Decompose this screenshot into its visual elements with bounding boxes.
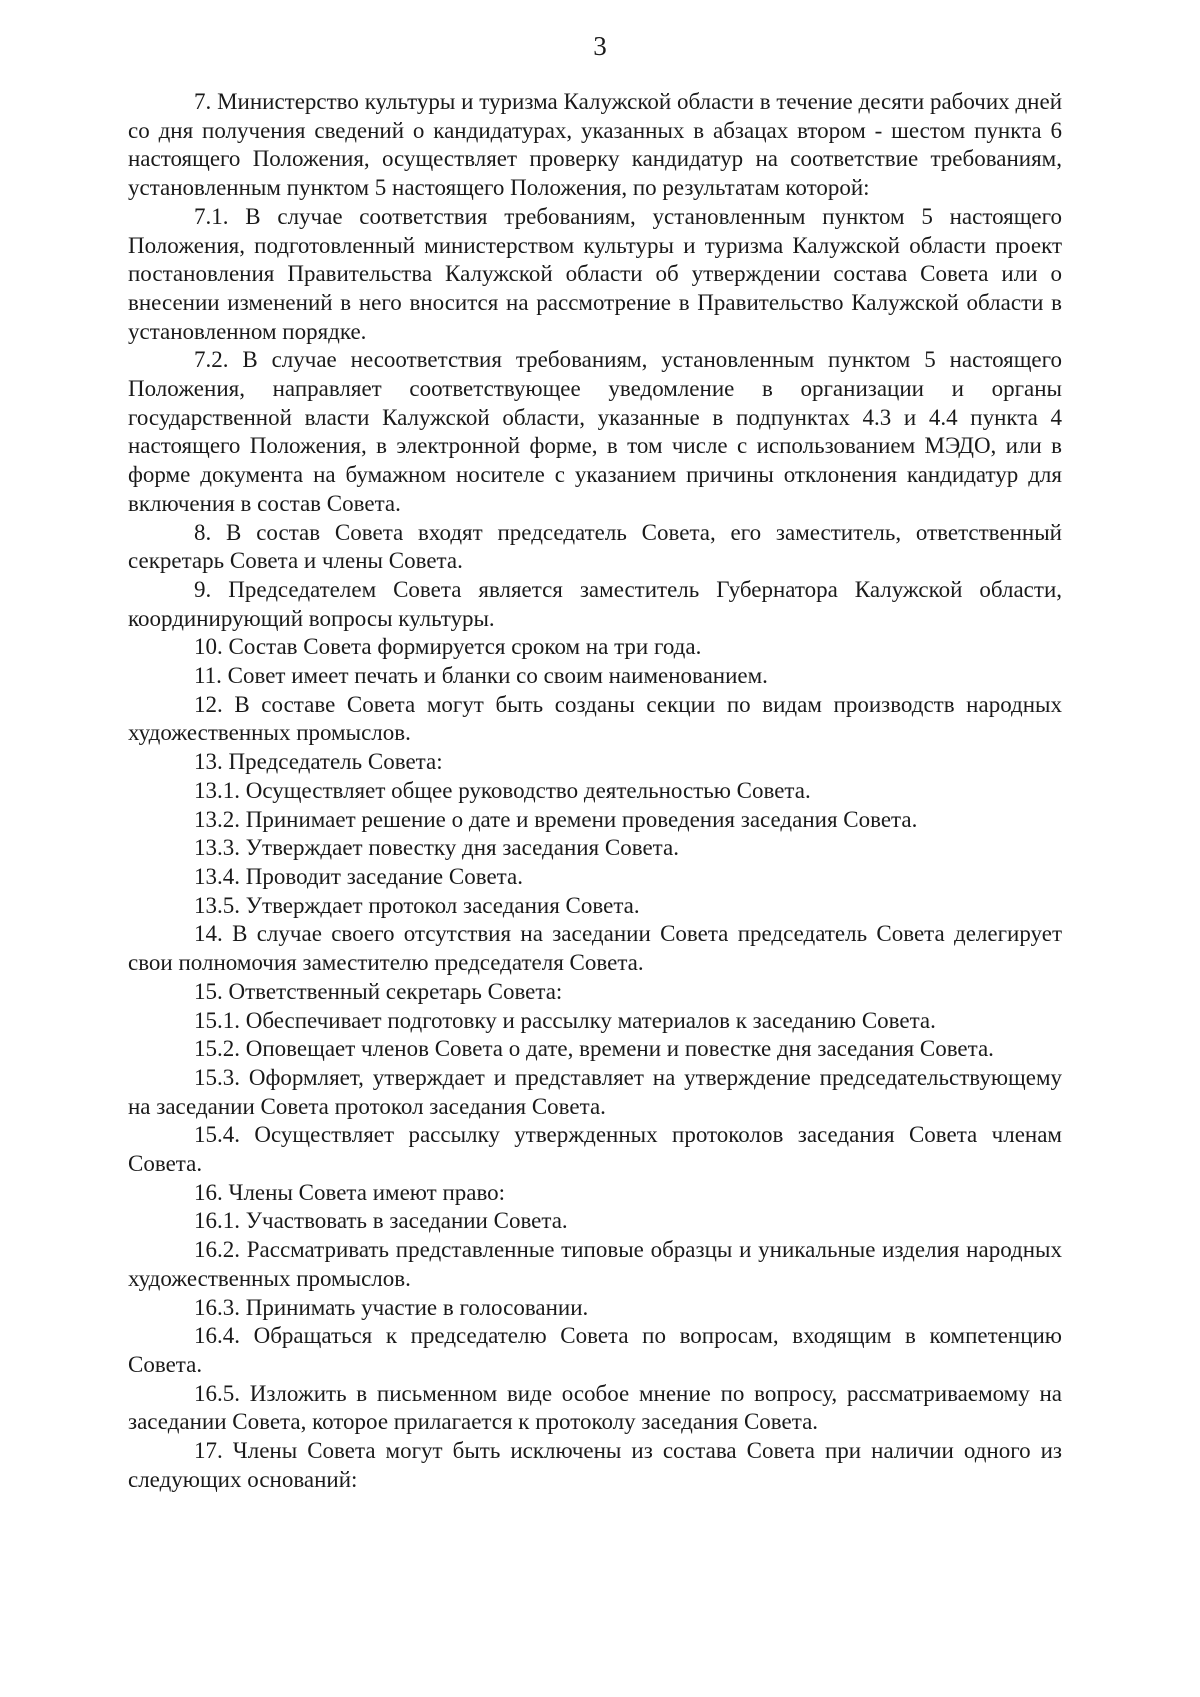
paragraph-16-4: 16.4. Обращаться к председателю Совета по вопросам, входящим в компетенцию Совета. (128, 1323, 1062, 1377)
paragraph-11: 11. Совет имеет печать и бланки со своим наименованием. (194, 663, 768, 689)
paragraph-10: 10. Состав Совета формируется сроком на три года. (194, 634, 702, 660)
paragraph-16-3: 16.3. Принимать участие в голосовании. (194, 1294, 589, 1320)
paragraph-16-5: 16.5. Изложить в письменном виде особое мнение по вопросу, рассматриваемому на заседании Совета, которое прилагается к протоколу заседания Совета. (128, 1380, 1062, 1435)
paragraph-15-4: 15.4. Осуществляет рассылку утвержденных протоколов заседания Совета членам Совета. (128, 1122, 1062, 1177)
paragraph-7-2: 7.2. В случае несоответствия требованиям, установленным пунктом 5 настоящего Положения, направляет соответствующее уведомление в организации и органы государственной власти Калужской области, указанные в подпунктах 4.3 и 4.4 пункта 4 настоящего Положения, в электронной форме, в том числе с использованием МЭДО, или в форме документа на бумажном носителе с указанием причины отклонения кандидатур для включения в состав Совета. (128, 347, 1062, 516)
paragraph-13-5: 13.5. Утверждает протокол заседания Совета. (194, 892, 640, 918)
paragraph-15-1: 15.1. Обеспечивает подготовку и рассылку материалов к заседанию Совета. (194, 1007, 936, 1033)
paragraph-15-3: 15.3. Оформляет, утверждает и представляет на утверждение председательствующему на заседании Совета протокол заседания Совета. (128, 1064, 1062, 1119)
paragraph-8: 8. В состав Совета входят председатель Совета, его заместитель, ответственный секретарь Совета и члены Совета. (128, 519, 1062, 574)
paragraph-9: 9. Председателем Совета является заместитель Губернатора Калужской области, координирующий вопросы культуры. (128, 576, 1062, 631)
paragraph-16: 16. Члены Совета имеют право: (194, 1179, 506, 1205)
paragraph-15-2: 15.2. Оповещает членов Совета о дате, времени и повестке дня заседания Совета. (194, 1036, 994, 1062)
paragraph-13: 13. Председатель Совета: (194, 749, 443, 775)
document-body (128, 88, 1062, 1494)
paragraph-16-2: 16.2. Рассматривать представленные типовые образцы и уникальные изделия народных художественных промыслов. (128, 1237, 1062, 1291)
paragraph-7-1: 7.1. В случае соответствия требованиям, установленным пунктом 5 настоящего Положения, подготовленный министерством культуры и туризма Калужской области проект постановления Правительства Калужской области об утверждении состава Совета или о внесении изменений в него вносится на рассмотрение в Правительство Калужской области в установленном порядке. (128, 203, 1062, 344)
paragraph-14: 14. В случае своего отсутствия на заседании Совета председатель Совета делегирует свои полномочия заместителю председателя Совета. (128, 921, 1062, 976)
paragraph-12: 12. В составе Совета могут быть созданы секции по видам производств народных художественных промыслов. (128, 691, 1062, 746)
paragraph-16-1: 16.1. Участвовать в заседании Совета. (194, 1208, 568, 1234)
paragraph-13-3: 13.3. Утверждает повестку дня заседания Совета. (194, 835, 679, 861)
paragraph-13-4: 13.4. Проводит заседание Совета. (194, 863, 523, 889)
page-number: 3 (593, 31, 607, 61)
paragraph-15: 15. Ответственный секретарь Совета: (194, 978, 563, 1004)
paragraph-13-1: 13.1. Осуществляет общее руководство деятельностью Совета. (194, 777, 811, 803)
paragraph-7: 7. Министерство культуры и туризма Калужской области в течение десяти рабочих дней со дня получения сведений о кандидатурах, указанных в абзацах втором - шестом пункта 6 настоящего Положения, осуществляет проверку кандидатур на соответствие требованиям, установленным пунктом 5 настоящего Положения, по результатам которой: (128, 89, 1062, 201)
paragraph-13-2: 13.2. Принимает решение о дате и времени проведения заседания Совета. (194, 806, 918, 832)
paragraph-17: 17. Члены Совета могут быть исключены из состава Совета при наличии одного из следующих оснований: (128, 1438, 1062, 1492)
